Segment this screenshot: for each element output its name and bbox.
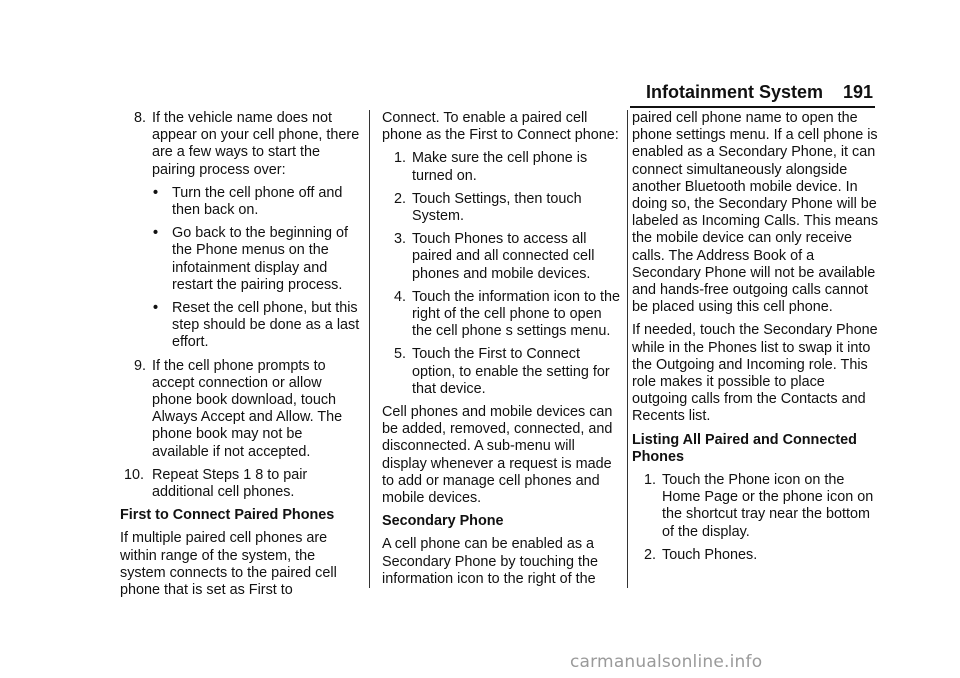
step-item [632, 472, 882, 541]
bullet-icon: • [153, 225, 159, 242]
step-item [382, 289, 622, 341]
step-number: 1. [393, 150, 406, 167]
step-text: Repeat Steps 1 8 to pair additional cell phones. [152, 466, 308, 501]
section-heading: First to Connect Paired Phones [120, 507, 335, 524]
column-divider-1 [369, 110, 370, 588]
step-number: 2. [643, 546, 656, 563]
bullet-text: Turn the cell phone off and then back on. [172, 184, 343, 219]
step-item [382, 231, 622, 283]
bullet-icon: • [153, 184, 159, 201]
body-paragraph: paired cell phone name to open the phone settings menu. If a cell phone is enabled as a Secondary Phone, it can connect simultaneously alongside another Bluetooth mobile device. In doing so, the Secondary Phone will be labeled as Incoming Calls. This means the mobile device can only receive calls. The Address Book of a Secondary Phone will not be available and hands-free outgoing calls cannot be placed using this cell phone. [632, 110, 879, 316]
body-paragraph: Connect. To enable a paired cell phone as the First to Connect phone: [382, 110, 619, 144]
step-text: Touch Phones. [662, 546, 758, 563]
step-item [382, 150, 622, 184]
step-item [120, 358, 360, 461]
step-text: Touch the information icon to the right of the cell phone to open the cell phone s settings menu. [412, 288, 620, 340]
body-paragraph: A cell phone can be enabled as a Secondary Phone by touching the information icon to the right of the [382, 536, 599, 587]
step-number: 9. [133, 357, 146, 374]
column-3 [632, 110, 882, 570]
step-item [632, 547, 882, 564]
body-paragraph: Cell phones and mobile devices can be added, removed, connected, and disconnected. A sub-menu will display whenever a request is made to add or manage cell phones and mobile devices. [382, 404, 613, 507]
body-paragraph: If needed, touch the Secondary Phone while in the Phones list to swap it into the Outgoing and Incoming role. This role makes it possible to place outgoing calls from the Contacts and Recents list. [632, 322, 878, 425]
column-1 [120, 110, 360, 605]
step-item [382, 191, 622, 225]
body-paragraph: If multiple paired cell phones are within range of the system, the system connects to the paired cell phone that is set as First to [120, 530, 337, 599]
section-heading: Listing All Paired and Connected Phones [632, 431, 857, 465]
step-number: 3. [393, 231, 406, 248]
step-text: Touch Settings, then touch System. [412, 190, 582, 225]
bullet-text: Reset the cell phone, but this step should be done as a last effort. [172, 300, 360, 351]
bullet-item [120, 300, 360, 352]
step-number: 2. [393, 190, 406, 207]
header-rule [630, 106, 875, 108]
step-item [120, 467, 360, 501]
column-2 [382, 110, 622, 594]
step-text: Touch the Phone icon on the Home Page or the phone icon on the shortcut tray near the bottom of the display. [662, 472, 874, 540]
step-text: Touch the First to Connect option, to enable the setting for that device. [412, 346, 610, 397]
step-item [120, 110, 360, 179]
page-header [630, 82, 875, 106]
step-text: Make sure the cell phone is turned on. [412, 150, 588, 184]
step-number: 5. [393, 346, 406, 363]
watermark: carmanualsonline.info [570, 652, 763, 672]
bullet-text: Go back to the beginning of the Phone menus on the infotainment display and restart the pairing process. [172, 225, 349, 293]
step-number: 1. [643, 472, 656, 489]
step-text: If the cell phone prompts to accept connection or allow phone book download, touch Always Accept and Allow. The phone book may not be available if not accepted. [152, 357, 343, 460]
step-text: Touch Phones to access all paired and all connected cell phones and mobile devices. [412, 231, 595, 282]
page-number: 191 [842, 82, 873, 102]
column-divider-2 [627, 110, 628, 588]
step-item [382, 346, 622, 398]
section-heading: Secondary Phone [382, 513, 504, 530]
section-title: Infotainment System [646, 82, 824, 102]
bullet-icon: • [153, 300, 159, 317]
bullet-item [120, 225, 360, 294]
bullet-item [120, 185, 360, 219]
step-text: If the vehicle name does not appear on your cell phone, there are a few ways to start the pairing process over: [152, 110, 360, 178]
step-number: 10. [123, 466, 144, 483]
step-number: 4. [393, 288, 406, 305]
step-number: 8. [133, 110, 146, 126]
